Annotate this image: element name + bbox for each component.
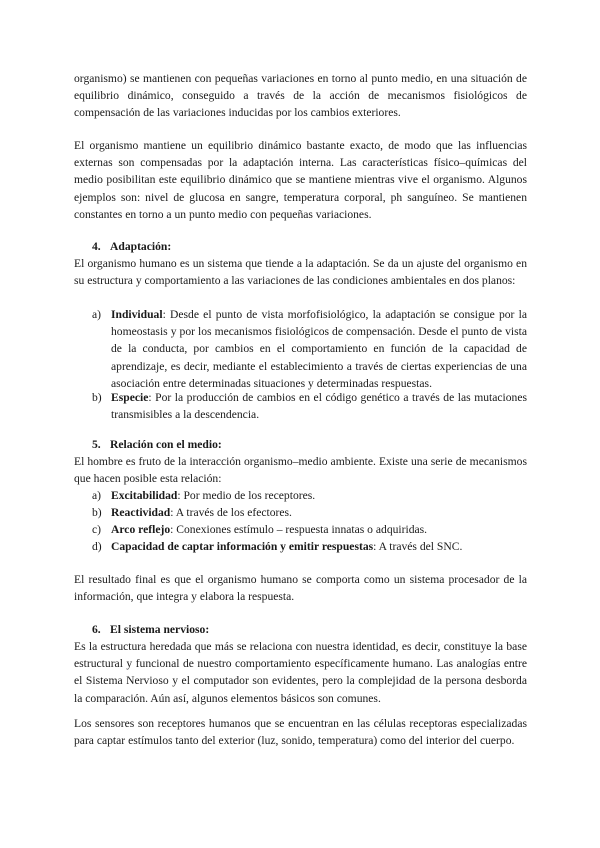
section-6-heading: 6. El sistema nervioso: [92,623,210,636]
section-6-paragraph-1: Es la estructura heredada que más se relaciona con nuestra identidad, es decir, constituye la base estructural y funcional de nuestro comportamiento específicamente humano. Las analogías entre el Sistema Nervioso y el computador son evidentes, pero la complejidad de la persona desborda la comparación. Aún así, algunos elementos básicos son comunes. [74,640,527,705]
section-5-heading: 5. Relación con el medio: [92,438,222,451]
section-4-heading: 4. Adaptación: [92,240,172,253]
section-6-paragraph-2: Los sensores son receptores humanos que se encuentran en las células receptoras especializadas para captar estímulos tanto del exterior (luz, sonido, temperatura) como del interior del cuerpo. [74,717,527,748]
list-item: c) Arco reflejo: Conexiones estímulo – respuesta innatas o adquiridas. [92,523,428,536]
section-4-intro: El organismo humano es un sistema que tiende a la adaptación. Se da un ajuste del organismo en su estructura y comportamiento a las variaciones de las condiciones ambientales en dos planos: [74,257,527,288]
list-item: b) Especie: Por la producción de cambios en el código genético a través de las mutaciones transmisibles a la descendencia. [92,391,527,422]
list-item: a) Excitabilidad: Por medio de los receptores. [92,489,316,502]
section-5-closing: El resultado final es que el organismo humano se comporta como un sistema procesador de la información, que integra y elabora la respuesta. [74,573,527,604]
paragraph-homeostasis-end: organismo) se mantienen con pequeñas variaciones en torno al punto medio, en una situación de equilibrio dinámico, conseguido a través de la acción de mecanismos fisiológicos de compensación de las variaciones inducidas por los cambios exteriores. [74,72,527,120]
section-5-intro: El hombre es fruto de la interacción organismo–medio ambiente. Existe una serie de mecanismos que hacen posible esta relación: [74,455,527,486]
paragraph-dynamic-equilibrium: El organismo mantiene un equilibrio dinámico bastante exacto, de modo que las influencias externas son compensadas por la adaptación interna. Las características físico–químicas del medio posibilitan este equilibrio dinámico que se mantiene mientras vive el organismo. Algunos ejemplos son: nivel de glucosa en sangre, temperatura corporal, ph sanguíneo. Se mantienen constantes en torno a un punto medio con pequeñas variaciones. [74,139,527,221]
list-item: b) Reactividad: A través de los efectores. [92,506,292,519]
list-item: d) Capacidad de captar información y emitir respuestas: A través del SNC. [92,540,463,553]
list-item: a) Individual: Desde el punto de vista morfofisiológico, la adaptación se consigue por la homeostasis y por los mecanismos fisiológicos de compensación. Desde el punto de vista de la conducta, por cambios en el comportamiento en función de la capacidad de aprendizaje, es decir, mediante el establecimiento a través de ciertas experiencias de una asociación entre determinadas situaciones y determinadas respuestas. [92,308,527,390]
